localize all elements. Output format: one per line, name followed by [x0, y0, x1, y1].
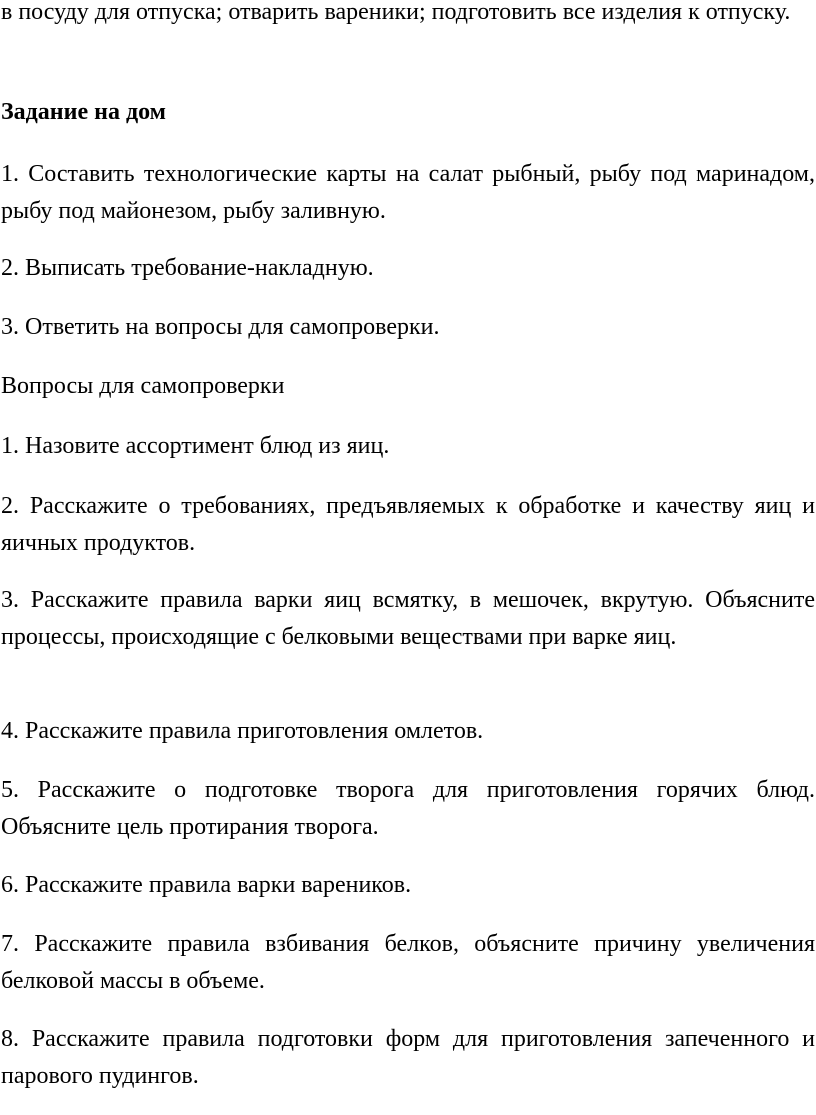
question-8: 8. Расскажите правила подготовки форм для приготовления запеченного и парового пудингов. — [1, 1026, 815, 1089]
question-1: 1. Назовите ассортимент блюд из яиц. — [1, 433, 390, 459]
homework-item-1: 1. Составить технологические карты на салат рыбный, рыбу под маринадом, рыбу под майонезом, рыбу заливную. — [1, 161, 815, 224]
question-5: 5. Расскажите о подготовке творога для приготовления горячих блюд. Объясните цель протирания творога. — [1, 777, 815, 840]
homework-item-3: 3. Ответить на вопросы для самопроверки. — [1, 314, 440, 340]
homework-item-2: 2. Выписать требование-накладную. — [1, 255, 374, 281]
homework-heading: Задание на дом — [1, 99, 166, 125]
question-3: 3. Расскажите правила варки яиц всмятку, в мешочек, вкрутую. Объясните процессы, происходящие с белковыми веществами при варке яиц. — [1, 587, 815, 650]
question-4: 4. Расскажите правила приготовления омлетов. — [1, 718, 484, 744]
question-6: 6. Расскажите правила варки вареников. — [1, 872, 412, 898]
question-2: 2. Расскажите о требованиях, предъявляемых к обработке и качеству яиц и яичных продуктов. — [1, 493, 815, 556]
questions-heading: Вопросы для самопроверки — [1, 373, 285, 399]
continuation-paragraph: в посуду для отпуска; отварить вареники; подготовить все изделия к отпуску. — [1, 0, 791, 25]
question-7: 7. Расскажите правила взбивания белков, объясните причину увеличения белковой массы в объеме. — [1, 931, 815, 994]
